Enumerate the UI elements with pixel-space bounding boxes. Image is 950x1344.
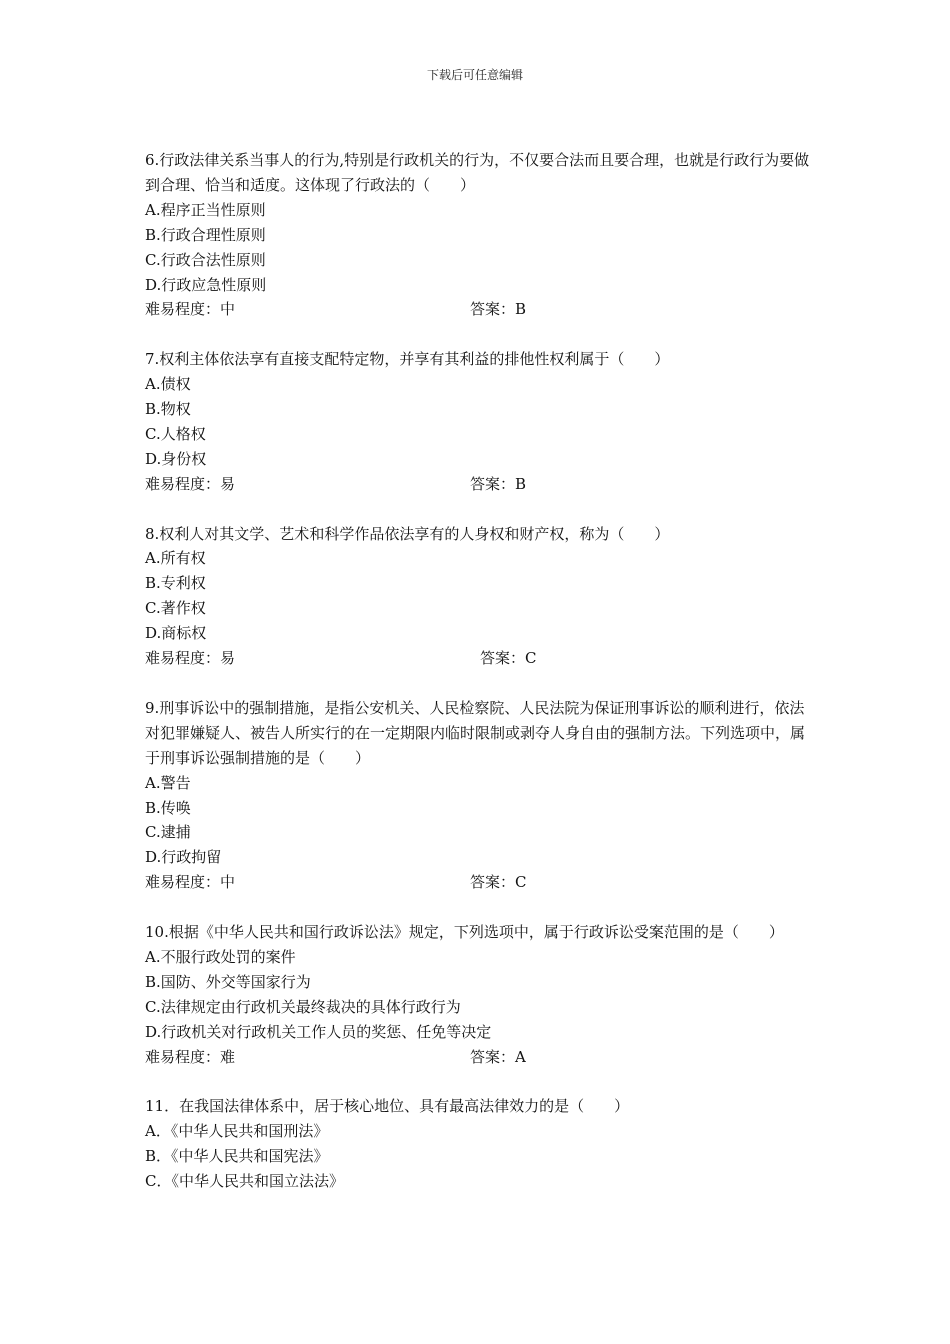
option-d: D.行政应急性原则: [145, 275, 267, 294]
question-meta: [145, 297, 810, 322]
question-6: [145, 148, 810, 322]
question-meta: [145, 870, 810, 895]
option-c: C.人格权: [145, 424, 206, 443]
option-a: A．《中华人民共和国刑法》: [145, 1122, 329, 1141]
difficulty-label: 难易程度：中: [145, 873, 236, 892]
question-text: 6.行政法律关系当事人的行为,特别是行政机关的行为，不仅要合法而且要合理，也就是行政行为要做到合理、恰当和适度。这体现了行政法的（ ）: [145, 151, 810, 194]
option-b: B.物权: [145, 400, 191, 419]
question-11: [145, 1094, 810, 1194]
option-d: D.行政拘留: [145, 848, 222, 867]
option-d: D.身份权: [145, 449, 207, 468]
question-9: [145, 696, 810, 895]
option-d: D.行政机关对行政机关工作人员的奖惩、任免等决定: [145, 1022, 492, 1041]
option-b: B.传唤: [145, 798, 191, 817]
answer-label: 答案：B: [470, 474, 527, 493]
option-b: B.国防、外交等国家行为: [145, 972, 311, 991]
question-text: 10.根据《中华人民共和国行政诉讼法》规定，下列选项中，属于行政诉讼受案范围的是（ ）: [145, 923, 784, 942]
option-a: A.警告: [145, 773, 191, 792]
question-list: [145, 148, 810, 1219]
option-c: C.著作权: [145, 599, 206, 618]
question-text: 7.权利主体依法享有直接支配特定物，并享有其利益的排他性权利属于（ ）: [145, 350, 670, 369]
question-text: 8.权利人对其文学、艺术和科学作品依法享有的人身权和财产权，称为（ ）: [145, 524, 670, 543]
question-meta: [145, 472, 810, 497]
option-c: C.逮捕: [145, 823, 191, 842]
answer-label: 答案：C: [480, 649, 537, 668]
difficulty-label: 难易程度：易: [145, 649, 236, 668]
answer-label: 答案：B: [470, 300, 527, 319]
question-text: 11．在我国法律体系中，居于核心地位、具有最高法律效力的是（ ）: [145, 1097, 630, 1116]
question-text: 9.刑事诉讼中的强制措施，是指公安机关、人民检察院、人民法院为保证刑事诉讼的顺利进行，依法对犯罪嫌疑人、被告人所实行的在一定期限内临时限制或剥夺人身自由的强制方法。下列选项中，属于刑事诉讼强制措施的是（ ）: [145, 698, 806, 767]
option-c: C.行政合法性原则: [145, 250, 266, 269]
answer-label: 答案：A: [470, 1047, 526, 1066]
question-meta: [145, 1045, 810, 1070]
option-c: C.法律规定由行政机关最终裁决的具体行政行为: [145, 997, 461, 1016]
question-10: [145, 920, 810, 1069]
option-b: B.行政合理性原则: [145, 225, 266, 244]
difficulty-label: 难易程度：难: [145, 1047, 236, 1066]
question-meta: [145, 646, 810, 671]
question-7: [145, 347, 810, 496]
option-b: B.专利权: [145, 574, 206, 593]
page-header-note: 下载后可任意编辑: [426, 68, 523, 82]
option-a: A.程序正当性原则: [145, 200, 266, 219]
option-a: A.债权: [145, 375, 191, 394]
answer-label: 答案：C: [470, 873, 527, 892]
option-a: A.所有权: [145, 549, 206, 568]
difficulty-label: 难易程度：易: [145, 474, 236, 493]
option-a: A.不服行政处罚的案件: [145, 947, 296, 966]
option-c: C．《中华人民共和国立法法》: [145, 1172, 344, 1191]
option-b: B．《中华人民共和国宪法》: [145, 1147, 329, 1166]
option-d: D.商标权: [145, 624, 207, 643]
question-8: [145, 522, 810, 671]
difficulty-label: 难易程度：中: [145, 300, 236, 319]
